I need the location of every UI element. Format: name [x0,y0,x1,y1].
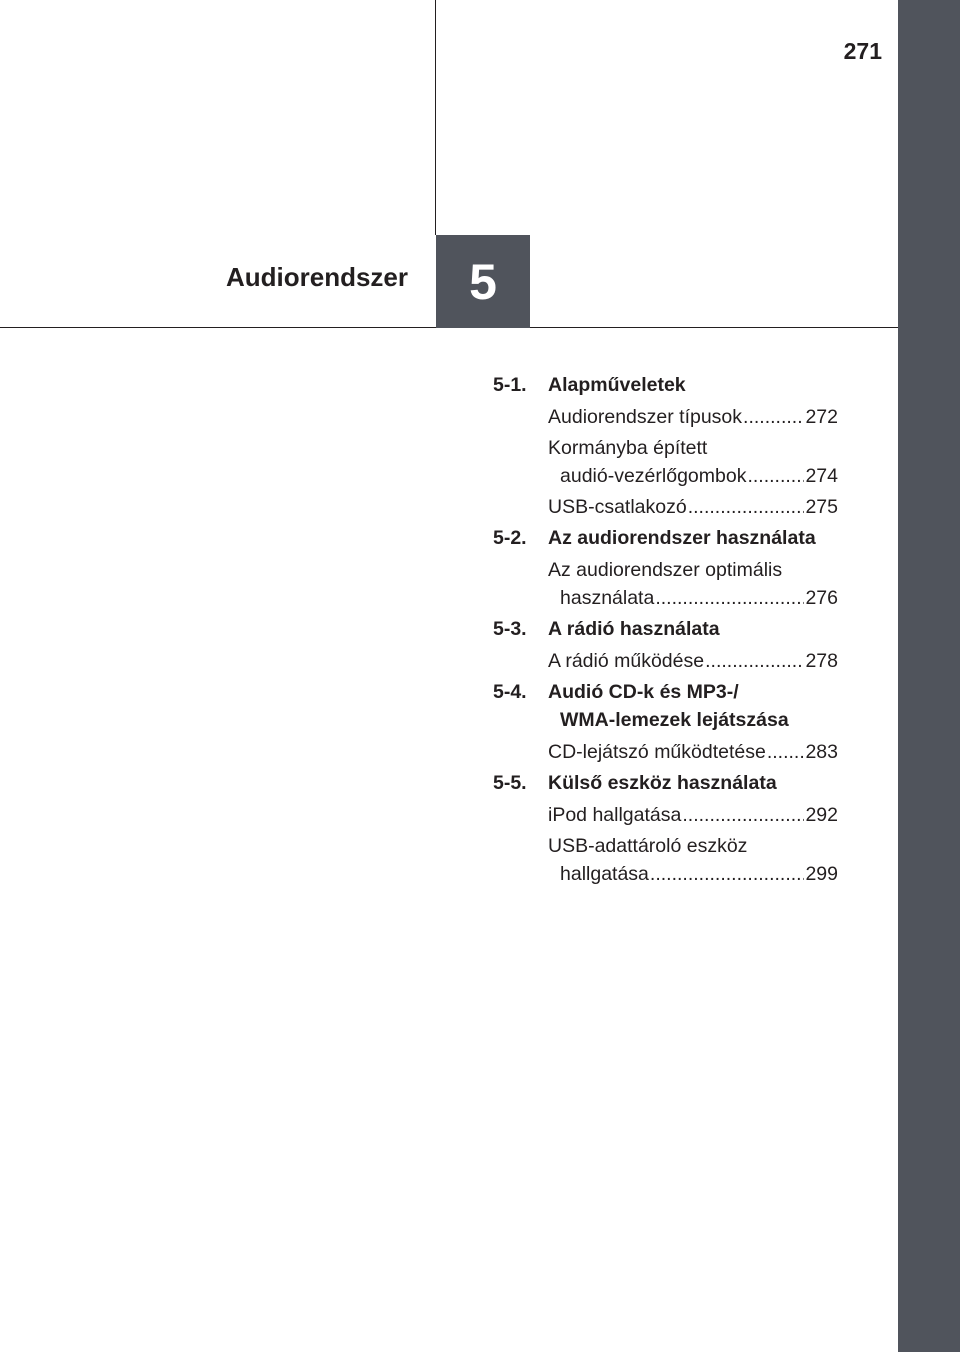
toc-entry[interactable] [493,403,838,431]
section-number: 5-5. [493,772,527,794]
entry-title-line: USB-adattároló eszköz [548,835,748,857]
entry-page-number: 299 [805,863,838,885]
entry-page-number: 292 [805,804,838,826]
dot-leader [688,493,805,521]
entry-title-line: Az audiorendszer optimális [548,559,783,581]
dot-leader [655,584,804,612]
entry-title: használata [560,587,655,609]
entry-title: A rádió működése [548,650,705,672]
chapter-number-box [436,235,530,328]
entry-title: iPod hallgatása [548,804,682,826]
entry-title: audió-vezérlőgombok [560,465,747,487]
toc-section [493,615,838,643]
toc-section [493,769,838,797]
section-number: 5-3. [493,618,527,640]
toc-entry[interactable] [493,801,838,829]
section-title[interactable]: Alapműveletek [548,374,686,396]
entry-page-number: 275 [805,496,838,518]
entry-title: Audiorendszer típusok [548,406,743,428]
chapter-title: Audiorendszer [225,262,408,292]
section-number: 5-4. [493,681,527,703]
section-title[interactable]: A rádió használata [548,618,720,640]
section-title[interactable]: Az audiorendszer használata [548,527,816,549]
dot-leader [705,647,804,675]
chapter-number: 5 [469,253,497,310]
dot-leader [743,403,804,431]
section-title[interactable]: Külső eszköz használata [548,772,777,794]
section-title[interactable]: Audió CD-k és MP3-/ [548,681,739,703]
dot-leader [682,801,804,829]
toc-entry[interactable] [493,493,838,521]
vertical-divider [435,0,436,235]
table-of-contents [493,371,838,891]
toc-entry[interactable] [493,556,838,612]
page-number: 271 [843,38,882,64]
section-number: 5-1. [493,374,527,396]
toc-section [493,371,838,399]
dot-leader [747,462,804,490]
entry-title: hallgatása [560,863,649,885]
chapter-sidebar-tab [898,0,960,1352]
dot-leader [650,860,805,888]
entry-page-number: 276 [805,587,838,609]
entry-page-number: 278 [805,650,838,672]
toc-entry[interactable] [493,434,838,490]
toc-entry[interactable] [493,738,838,766]
section-title-continued[interactable]: WMA-lemezek lejátszása [560,709,789,731]
toc-entry[interactable] [493,832,838,888]
entry-title: USB-csatlakozó [548,496,687,518]
toc-entry[interactable] [493,647,838,675]
entry-page-number: 272 [805,406,838,428]
entry-page-number: 283 [805,741,838,763]
entry-title: CD-lejátszó működtetése [548,741,766,763]
section-number: 5-2. [493,527,527,549]
entry-page-number: 274 [805,465,838,487]
toc-section [493,678,838,734]
dot-leader [767,738,805,766]
toc-section [493,524,838,552]
entry-title-line: Kormányba épített [548,437,708,459]
